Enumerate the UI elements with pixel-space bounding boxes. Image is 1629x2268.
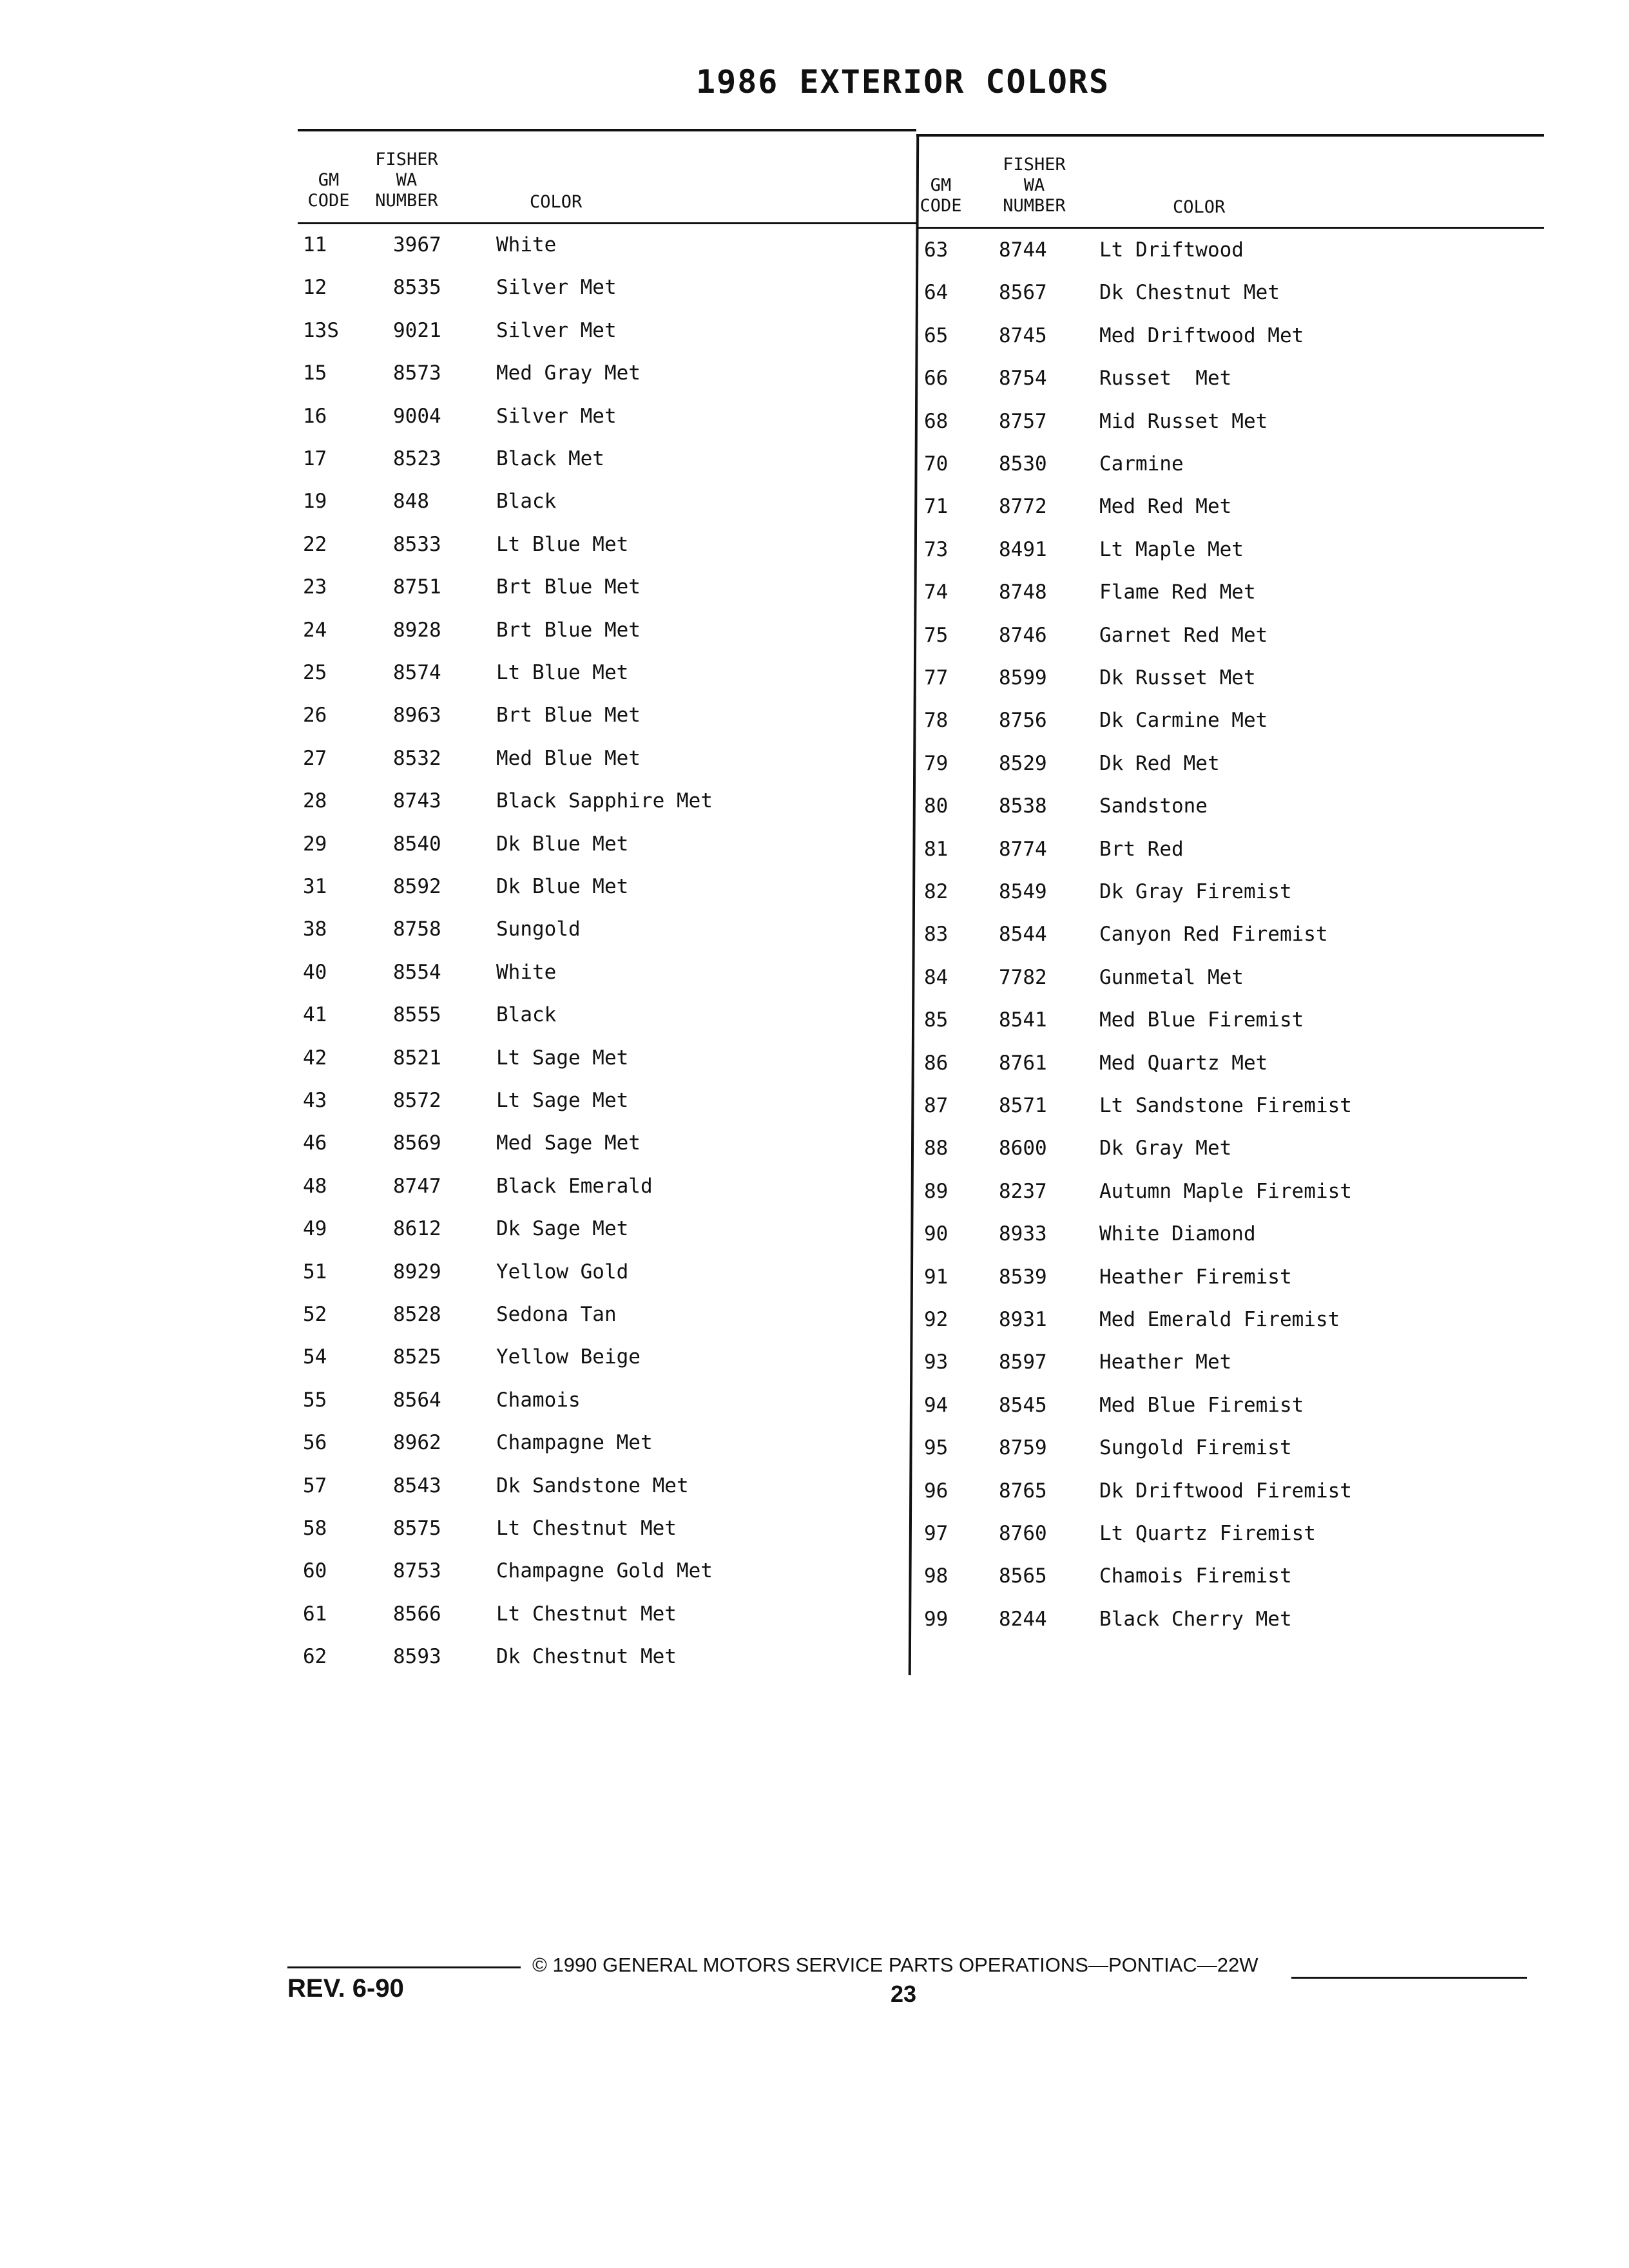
gm-code-cell: 74 (924, 581, 949, 604)
fisher-number-cell: 8525 (393, 1345, 441, 1369)
color-name-cell: Black Cherry Met (1099, 1607, 1292, 1631)
fisher-number-cell: 8237 (999, 1179, 1047, 1203)
gm-code-cell: 22 (303, 532, 327, 556)
color-name-cell: Black Emerald (496, 1174, 653, 1198)
fisher-number-cell: 8549 (999, 880, 1047, 903)
left-header-number: NUMBER (375, 191, 438, 211)
table-row (924, 1008, 1543, 1051)
table-row (303, 1517, 909, 1559)
fisher-number-cell: 8523 (393, 447, 441, 470)
color-name-cell: Black Met (496, 447, 604, 470)
gm-code-cell: 40 (303, 960, 327, 984)
table-row (924, 581, 1543, 623)
fisher-number-cell: 8754 (999, 367, 1047, 390)
color-name-cell: White (496, 960, 557, 984)
gm-code-cell: 66 (924, 367, 949, 390)
fisher-number-cell: 8758 (393, 918, 441, 941)
fisher-number-cell: 8569 (393, 1131, 441, 1155)
color-name-cell: Lt Sandstone Firemist (1099, 1094, 1352, 1117)
gm-code-cell: 95 (924, 1436, 949, 1460)
table-row (303, 361, 909, 404)
gm-code-cell: 41 (303, 1003, 327, 1027)
right-header-fisher: FISHER (1003, 155, 1066, 175)
gm-code-cell: 68 (924, 409, 949, 433)
gm-code-cell: 75 (924, 623, 949, 647)
fisher-number-cell: 8521 (393, 1046, 441, 1070)
color-name-cell: Black Sapphire Met (496, 789, 713, 813)
table-row (924, 966, 1543, 1008)
table-row (924, 1308, 1543, 1350)
fisher-number-cell: 8599 (999, 666, 1047, 689)
gm-code-cell: 46 (303, 1131, 327, 1155)
table-row (924, 538, 1543, 581)
gm-code-cell: 99 (924, 1607, 949, 1631)
color-name-cell: Lt Chestnut Met (496, 1602, 677, 1626)
color-name-cell: Chamois Firemist (1099, 1564, 1292, 1588)
color-name-cell: Med Quartz Met (1099, 1051, 1268, 1075)
color-name-cell: Russet Met (1099, 367, 1232, 390)
fisher-number-cell: 8931 (999, 1308, 1047, 1331)
gm-code-cell: 62 (303, 1645, 327, 1669)
gm-code-cell: 16 (303, 404, 327, 428)
table-row (924, 1137, 1543, 1179)
color-name-cell: Sungold (496, 918, 581, 941)
fisher-number-cell: 8743 (393, 789, 441, 813)
left-header-fisher: FISHER (375, 149, 438, 169)
table-row (303, 319, 909, 361)
color-name-cell: Med Red Met (1099, 495, 1232, 519)
table-row (924, 838, 1543, 880)
fisher-number-cell: 8774 (999, 837, 1047, 861)
color-name-cell: Autumn Maple Firemist (1099, 1179, 1352, 1203)
right-header-color: COLOR (1173, 197, 1226, 217)
gm-code-cell: 91 (924, 1265, 949, 1289)
table-row (924, 1222, 1543, 1265)
color-name-cell: Silver Met (496, 318, 617, 342)
table-row (924, 1522, 1543, 1564)
top-rule-left (298, 129, 916, 131)
gm-code-cell: 63 (924, 238, 949, 262)
table-row (303, 1003, 909, 1046)
fisher-number-cell: 8963 (393, 704, 441, 727)
fisher-number-cell: 9021 (393, 318, 441, 342)
gm-code-cell: 48 (303, 1174, 327, 1198)
table-row (924, 1608, 1543, 1650)
color-name-cell: Champagne Gold Met (496, 1559, 713, 1583)
color-name-cell: Mid Russet Met (1099, 409, 1268, 433)
color-name-cell: Med Blue Met (496, 746, 641, 770)
table-row (924, 1265, 1543, 1308)
fisher-number-cell: 8564 (393, 1388, 441, 1412)
color-name-cell: Med Blue Firemist (1099, 1008, 1304, 1032)
color-name-cell: Canyon Red Firemist (1099, 923, 1328, 947)
fisher-number-cell: 8491 (999, 537, 1047, 561)
color-name-cell: Carmine (1099, 452, 1184, 476)
table-row (924, 666, 1543, 709)
left-header-wa: WA (396, 170, 418, 190)
table-row (303, 704, 909, 746)
copyright-text: © 1990 GENERAL MOTORS SERVICE PARTS OPERATIONS—PONTIAC—22W (532, 1954, 1258, 1976)
fisher-number-cell: 8751 (393, 575, 441, 599)
table-row (303, 961, 909, 1003)
table-row (303, 447, 909, 490)
table-row (924, 1052, 1543, 1094)
table-row (303, 276, 909, 318)
gm-code-cell: 31 (303, 875, 327, 898)
fisher-number-cell: 8541 (999, 1008, 1047, 1032)
table-row (303, 533, 909, 575)
color-name-cell: Med Emerald Firemist (1099, 1308, 1340, 1331)
gm-code-cell: 79 (924, 751, 949, 775)
page-number: 23 (891, 1981, 917, 2007)
fisher-number-cell: 8597 (999, 1350, 1047, 1374)
top-rule-right (916, 134, 1544, 137)
fisher-number-cell: 8565 (999, 1564, 1047, 1588)
gm-code-cell: 71 (924, 495, 949, 519)
table-row (303, 1645, 909, 1687)
table-row (924, 410, 1543, 452)
fisher-number-cell: 8545 (999, 1393, 1047, 1417)
gm-code-cell: 97 (924, 1522, 949, 1545)
color-name-cell: Champagne Met (496, 1431, 653, 1455)
fisher-number-cell: 8538 (999, 794, 1047, 818)
gm-code-cell: 93 (924, 1350, 949, 1374)
table-row (924, 367, 1543, 409)
fisher-number-cell: 8529 (999, 751, 1047, 775)
fisher-number-cell: 8528 (393, 1303, 441, 1326)
fisher-number-cell: 8765 (999, 1479, 1047, 1503)
table-row (303, 918, 909, 960)
fisher-number-cell: 8928 (393, 618, 441, 642)
color-name-cell: Sandstone (1099, 794, 1208, 818)
color-name-cell: Lt Chestnut Met (496, 1517, 677, 1540)
gm-code-cell: 70 (924, 452, 949, 476)
fisher-number-cell: 8745 (999, 323, 1047, 347)
gm-code-cell: 26 (303, 704, 327, 727)
gm-code-cell: 15 (303, 361, 327, 385)
gm-code-cell: 82 (924, 880, 949, 903)
color-name-cell: Dk Blue Met (496, 832, 629, 856)
fisher-number-cell: 8532 (393, 746, 441, 770)
color-name-cell: Dk Red Met (1099, 751, 1220, 775)
color-name-cell: Silver Met (496, 404, 617, 428)
color-name-cell: Sungold Firemist (1099, 1436, 1292, 1460)
color-name-cell: Dk Blue Met (496, 875, 629, 898)
gm-code-cell: 65 (924, 323, 949, 347)
left-header-gm: GM (318, 170, 340, 190)
gm-code-cell: 58 (303, 1517, 327, 1540)
footer-rule-right (1291, 1977, 1527, 1979)
left-header-color: COLOR (530, 192, 583, 212)
color-name-cell: Dk Gray Firemist (1099, 880, 1292, 903)
fisher-number-cell: 8933 (999, 1222, 1047, 1246)
color-name-cell: Flame Red Met (1099, 581, 1256, 604)
gm-code-cell: 90 (924, 1222, 949, 1246)
gm-code-cell: 54 (303, 1345, 327, 1369)
gm-code-cell: 98 (924, 1564, 949, 1588)
table-row (924, 452, 1543, 495)
fisher-number-cell: 8539 (999, 1265, 1047, 1289)
color-name-cell: Lt Sage Met (496, 1089, 629, 1112)
gm-code-cell: 38 (303, 918, 327, 941)
color-name-cell: Med Sage Met (496, 1131, 641, 1155)
table-row (303, 1559, 909, 1602)
header-rule-right (916, 227, 1544, 229)
table-row (303, 1217, 909, 1260)
table-row (303, 1602, 909, 1645)
table-row (303, 1260, 909, 1303)
table-row (924, 1564, 1543, 1607)
color-name-cell: Dk Gray Met (1099, 1137, 1232, 1160)
fisher-number-cell: 8567 (999, 281, 1047, 305)
table-row (303, 1175, 909, 1217)
table-row (924, 752, 1543, 794)
footer-rule-left (287, 1966, 521, 1968)
fisher-number-cell: 8593 (393, 1645, 441, 1669)
fisher-number-cell: 8575 (393, 1517, 441, 1540)
gm-code-cell: 52 (303, 1303, 327, 1326)
color-name-cell: Garnet Red Met (1099, 623, 1268, 647)
table-row (924, 1094, 1543, 1137)
gm-code-cell: 51 (303, 1260, 327, 1283)
gm-code-cell: 84 (924, 965, 949, 989)
fisher-number-cell: 8554 (393, 960, 441, 984)
color-name-cell: Silver Met (496, 276, 617, 300)
gm-code-cell: 23 (303, 575, 327, 599)
color-name-cell: Brt Blue Met (496, 704, 641, 727)
color-name-cell: Dk Chestnut Met (496, 1645, 677, 1669)
fisher-number-cell: 8757 (999, 409, 1047, 433)
fisher-number-cell: 8772 (999, 495, 1047, 519)
gm-code-cell: 49 (303, 1217, 327, 1241)
revision-label: REV. 6-90 (287, 1974, 404, 2003)
color-name-cell: Brt Blue Met (496, 575, 641, 599)
gm-code-cell: 61 (303, 1602, 327, 1626)
color-name-cell: Lt Quartz Firemist (1099, 1522, 1316, 1545)
fisher-number-cell: 8600 (999, 1137, 1047, 1160)
color-name-cell: Lt Driftwood (1099, 238, 1244, 262)
fisher-number-cell: 8592 (393, 875, 441, 898)
right-header-code: CODE (920, 196, 962, 216)
color-name-cell: Med Driftwood Met (1099, 323, 1304, 347)
fisher-number-cell: 8746 (999, 623, 1047, 647)
color-name-cell: Dk Driftwood Firemist (1099, 1479, 1352, 1503)
fisher-number-cell: 9004 (393, 404, 441, 428)
gm-code-cell: 87 (924, 1094, 949, 1117)
color-name-cell: Sedona Tan (496, 1303, 617, 1326)
table-row (303, 1345, 909, 1388)
fisher-number-cell: 8744 (999, 238, 1047, 262)
color-name-cell: Dk Russet Met (1099, 666, 1256, 689)
fisher-number-cell: 7782 (999, 965, 1047, 989)
color-name-cell: Lt Sage Met (496, 1046, 629, 1070)
table-row (303, 490, 909, 532)
fisher-number-cell: 8540 (393, 832, 441, 856)
table-row (303, 1389, 909, 1431)
color-name-cell: Med Gray Met (496, 361, 641, 385)
gm-code-cell: 24 (303, 618, 327, 642)
table-row (924, 923, 1543, 965)
gm-code-cell: 64 (924, 281, 949, 305)
table-row (924, 1479, 1543, 1522)
page-title: 1986 EXTERIOR COLORS (696, 63, 1110, 101)
gm-code-cell: 29 (303, 832, 327, 856)
right-header-gm: GM (930, 175, 952, 195)
table-row (303, 1046, 909, 1089)
fisher-number-cell: 3967 (393, 233, 441, 256)
table-row (924, 624, 1543, 666)
fisher-number-cell: 8573 (393, 361, 441, 385)
table-row (303, 575, 909, 618)
gm-code-cell: 92 (924, 1308, 949, 1331)
color-name-cell: Black (496, 1003, 557, 1027)
table-row (303, 619, 909, 661)
gm-code-cell: 60 (303, 1559, 327, 1583)
fisher-number-cell: 8530 (999, 452, 1047, 476)
table-row (924, 324, 1543, 367)
color-name-cell: Lt Maple Met (1099, 537, 1244, 561)
table-row (303, 1131, 909, 1174)
gm-code-cell: 83 (924, 923, 949, 947)
gm-code-cell: 80 (924, 794, 949, 818)
gm-code-cell: 12 (303, 276, 327, 300)
gm-code-cell: 73 (924, 537, 949, 561)
table-row (924, 495, 1543, 537)
table-row (303, 875, 909, 918)
table-row (303, 1474, 909, 1517)
gm-code-cell: 42 (303, 1046, 327, 1070)
gm-code-cell: 78 (924, 709, 949, 733)
color-name-cell: Dk Carmine Met (1099, 709, 1268, 733)
fisher-number-cell: 8748 (999, 581, 1047, 604)
gm-code-cell: 85 (924, 1008, 949, 1032)
fisher-number-cell: 8929 (393, 1260, 441, 1283)
color-name-cell: Chamois (496, 1388, 581, 1412)
color-name-cell: Yellow Gold (496, 1260, 629, 1283)
fisher-number-cell: 8566 (393, 1602, 441, 1626)
table-row (303, 661, 909, 704)
gm-code-cell: 77 (924, 666, 949, 689)
gm-code-cell: 55 (303, 1388, 327, 1412)
table-row (303, 1431, 909, 1474)
gm-code-cell: 13S (303, 318, 339, 342)
fisher-number-cell: 8759 (999, 1436, 1047, 1460)
table-row (303, 832, 909, 875)
table-row (303, 1089, 909, 1131)
table-row (303, 233, 909, 276)
fisher-number-cell: 8535 (393, 276, 441, 300)
right-header-wa: WA (1023, 175, 1045, 195)
table-row (924, 1436, 1543, 1479)
header-rule-left (298, 222, 916, 224)
fisher-number-cell: 8543 (393, 1474, 441, 1497)
color-name-cell: Heather Met (1099, 1350, 1232, 1374)
fisher-number-cell: 8761 (999, 1051, 1047, 1075)
gm-code-cell: 81 (924, 837, 949, 861)
fisher-number-cell: 8555 (393, 1003, 441, 1027)
fisher-number-cell: 8572 (393, 1089, 441, 1112)
gm-code-cell: 86 (924, 1051, 949, 1075)
color-name-cell: White (496, 233, 557, 256)
fisher-number-cell: 8962 (393, 1431, 441, 1455)
color-name-cell: Brt Red (1099, 837, 1184, 861)
color-name-cell: Dk Chestnut Met (1099, 281, 1280, 305)
gm-code-cell: 43 (303, 1089, 327, 1112)
right-header-number: NUMBER (1003, 196, 1066, 216)
fisher-number-cell: 8760 (999, 1522, 1047, 1545)
fisher-number-cell: 8571 (999, 1094, 1047, 1117)
table-row (303, 405, 909, 447)
color-name-cell: White Diamond (1099, 1222, 1256, 1246)
color-name-cell: Dk Sandstone Met (496, 1474, 689, 1497)
fisher-number-cell: 8574 (393, 661, 441, 684)
gm-code-cell: 88 (924, 1137, 949, 1160)
color-name-cell: Med Blue Firemist (1099, 1393, 1304, 1417)
gm-code-cell: 57 (303, 1474, 327, 1497)
gm-code-cell: 19 (303, 490, 327, 514)
gm-code-cell: 28 (303, 789, 327, 813)
fisher-number-cell: 8756 (999, 709, 1047, 733)
fisher-number-cell: 848 (393, 490, 429, 514)
color-name-cell: Lt Blue Met (496, 532, 629, 556)
table-row (924, 1350, 1543, 1393)
table-row (924, 880, 1543, 923)
color-name-cell: Yellow Beige (496, 1345, 641, 1369)
table-row (924, 709, 1543, 751)
table-row (924, 1180, 1543, 1222)
fisher-number-cell: 8612 (393, 1217, 441, 1241)
gm-code-cell: 96 (924, 1479, 949, 1503)
gm-code-cell: 94 (924, 1393, 949, 1417)
fisher-number-cell: 8533 (393, 532, 441, 556)
table-row (924, 1394, 1543, 1436)
color-name-cell: Gunmetal Met (1099, 965, 1244, 989)
gm-code-cell: 56 (303, 1431, 327, 1455)
gm-code-cell: 17 (303, 447, 327, 470)
table-row (924, 238, 1543, 281)
color-name-cell: Black (496, 490, 557, 514)
table-row (303, 789, 909, 832)
table-row (303, 747, 909, 789)
table-row (924, 281, 1543, 323)
color-name-cell: Brt Blue Met (496, 618, 641, 642)
fisher-number-cell: 8544 (999, 923, 1047, 947)
color-name-cell: Lt Blue Met (496, 661, 629, 684)
column-divider (909, 134, 920, 1675)
gm-code-cell: 89 (924, 1179, 949, 1203)
table-row (303, 1303, 909, 1345)
left-header-code: CODE (307, 191, 350, 211)
gm-code-cell: 11 (303, 233, 327, 256)
gm-code-cell: 25 (303, 661, 327, 684)
fisher-number-cell: 8244 (999, 1607, 1047, 1631)
color-name-cell: Heather Firemist (1099, 1265, 1292, 1289)
color-name-cell: Dk Sage Met (496, 1217, 629, 1241)
gm-code-cell: 27 (303, 746, 327, 770)
fisher-number-cell: 8747 (393, 1174, 441, 1198)
fisher-number-cell: 8753 (393, 1559, 441, 1583)
table-row (924, 794, 1543, 837)
